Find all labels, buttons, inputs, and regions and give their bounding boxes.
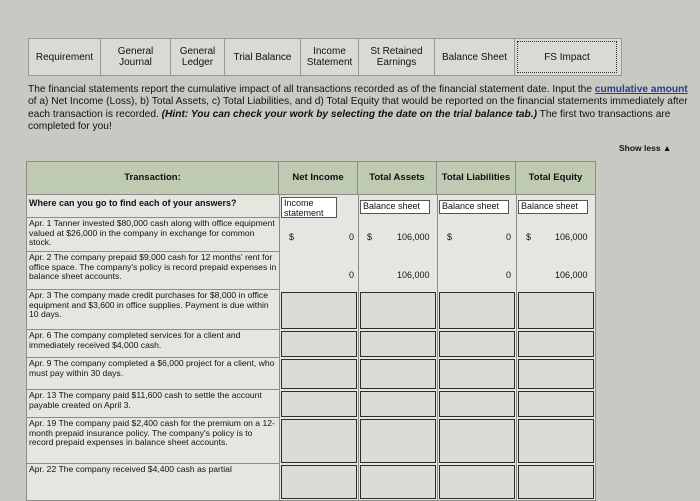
transaction-row-2: Apr. 2 The company prepaid $9,000 cash for 12 months' rent for office space. The company's policy is record prepaid expenses in balance sheet accounts.	[27, 252, 279, 290]
tab-balance-sheet[interactable]: Balance Sheet	[435, 39, 515, 75]
row1-total-assets-symbol: $	[367, 232, 373, 242]
row1-total-assets-value[interactable]: 106,000	[397, 232, 430, 242]
input-row5-net-income[interactable]	[281, 359, 357, 389]
transaction-row-8: Apr. 22 The company received $4,400 cash as partial	[29, 464, 232, 474]
input-row3-net-income[interactable]	[281, 292, 357, 329]
instructions-text-3: The first two transactions are completed for you!	[28, 108, 671, 132]
tab-st-retained-earnings[interactable]: St Retained Earnings	[359, 39, 435, 75]
tab-income-statement[interactable]: Income Statement	[301, 39, 359, 75]
input-row4-total-equity[interactable]	[518, 331, 594, 357]
input-row6-total-assets[interactable]	[360, 391, 436, 417]
transaction-row-4: Apr. 6 The company completed services for a client and immediately received $4,000 cash.	[27, 330, 279, 358]
answer-total-assets-select[interactable]: Balance sheet	[360, 200, 430, 214]
answer-net-income-select[interactable]: Income statement	[281, 197, 337, 218]
instructions-text-1: The financial statements report the cumulative impact of all transactions recorded as of the financial statement date. Input the	[28, 84, 595, 95]
input-row3-total-equity[interactable]	[518, 292, 594, 329]
divider	[358, 194, 359, 500]
input-row6-net-income[interactable]	[281, 391, 357, 417]
row1-total-liabilities-value[interactable]: 0	[506, 232, 512, 242]
row2-total-assets-value[interactable]: 106,000	[397, 270, 430, 280]
transaction-row-3: Apr. 3 The company made credit purchases for $8,000 in office equipment and $3,600 in office supplies. Payment is due within 10 days.	[27, 290, 279, 330]
row1-net-income-value[interactable]: 0	[349, 232, 355, 242]
tab-trial-balance[interactable]: Trial Balance	[225, 39, 301, 75]
input-row6-total-equity[interactable]	[518, 391, 594, 417]
tab-bar	[28, 38, 622, 76]
row2-net-income-value[interactable]: 0	[349, 270, 355, 280]
input-row4-total-assets[interactable]	[360, 331, 436, 357]
transaction-row-7: Apr. 19 The company paid $2,400 cash for the premium on a 12-month prepaid insurance policy. The company's policy is to record prepaid expenses in balance sheet accounts.	[27, 418, 279, 464]
input-row8-total-equity[interactable]	[518, 465, 594, 499]
transaction-row-1: Apr. 1 Tanner invested $80,000 cash along with office equipment valued at $26,000 in the company in exchange for common stock.	[27, 218, 279, 252]
transaction-row-5: Apr. 9 The company completed a $6,000 project for a client, who must pay within 30 days.	[27, 358, 279, 390]
row2-total-liabilities-value[interactable]: 0	[506, 270, 512, 280]
transaction-row-6: Apr. 13 The company paid $11,600 cash to settle the account payable created on April 3.	[27, 390, 279, 418]
header-total-assets: Total Assets	[358, 162, 437, 194]
input-row5-total-equity[interactable]	[518, 359, 594, 389]
input-row7-net-income[interactable]	[281, 419, 357, 463]
fs-impact-table	[26, 161, 596, 501]
row2-total-equity-value[interactable]: 106,000	[555, 270, 588, 280]
input-row8-total-assets[interactable]	[360, 465, 436, 499]
row1-total-equity-symbol: $	[526, 232, 532, 242]
show-less-toggle[interactable]: Show less ▲	[619, 143, 672, 153]
instructions-emphasis: cumulative amount	[594, 84, 688, 95]
input-row5-total-assets[interactable]	[360, 359, 436, 389]
header-total-liabilities: Total Liabilities	[437, 162, 516, 194]
input-row7-total-assets[interactable]	[360, 419, 436, 463]
header-net-income: Net Income	[279, 162, 358, 194]
question-label: Where can you go to find each of your answers?	[27, 194, 279, 218]
instructions-hint: (Hint: You can check your work by selecting the date on the trial balance tab.)	[161, 108, 537, 120]
input-row7-total-equity[interactable]	[518, 419, 594, 463]
input-row4-total-liabilities[interactable]	[439, 331, 515, 357]
header-transaction: Transaction:	[27, 162, 279, 194]
divider	[437, 194, 438, 500]
divider	[516, 194, 517, 500]
tab-general-journal[interactable]: General Journal	[101, 39, 171, 75]
input-row8-total-liabilities[interactable]	[439, 465, 515, 499]
row1-total-equity-value[interactable]: 106,000	[555, 232, 588, 242]
answer-total-equity-select[interactable]: Balance sheet	[518, 200, 588, 214]
divider	[279, 194, 280, 500]
input-row3-total-assets[interactable]	[360, 292, 436, 329]
input-row8-net-income[interactable]	[281, 465, 357, 499]
instructions	[28, 84, 692, 133]
tab-requirement[interactable]: Requirement	[29, 39, 101, 75]
input-row5-total-liabilities[interactable]	[439, 359, 515, 389]
table-header-row	[27, 162, 595, 195]
input-row6-total-liabilities[interactable]	[439, 391, 515, 417]
instructions-text-2: of a) Net Income (Loss), b) Total Assets, c) Total Liabilities, and d) Total Equity that would be reported on the financial statements immediately after each transaction is recorded.	[28, 96, 688, 120]
row1-total-liabilities-symbol: $	[447, 232, 453, 242]
tab-general-ledger[interactable]: General Ledger	[171, 39, 225, 75]
row1-net-income-symbol: $	[289, 232, 295, 242]
header-total-equity: Total Equity	[528, 172, 583, 183]
answer-total-liabilities-select[interactable]: Balance sheet	[439, 200, 509, 214]
input-row4-net-income[interactable]	[281, 331, 357, 357]
input-row3-total-liabilities[interactable]	[439, 292, 515, 329]
input-row7-total-liabilities[interactable]	[439, 419, 515, 463]
tab-fs-impact[interactable]: FS Impact	[515, 39, 619, 75]
